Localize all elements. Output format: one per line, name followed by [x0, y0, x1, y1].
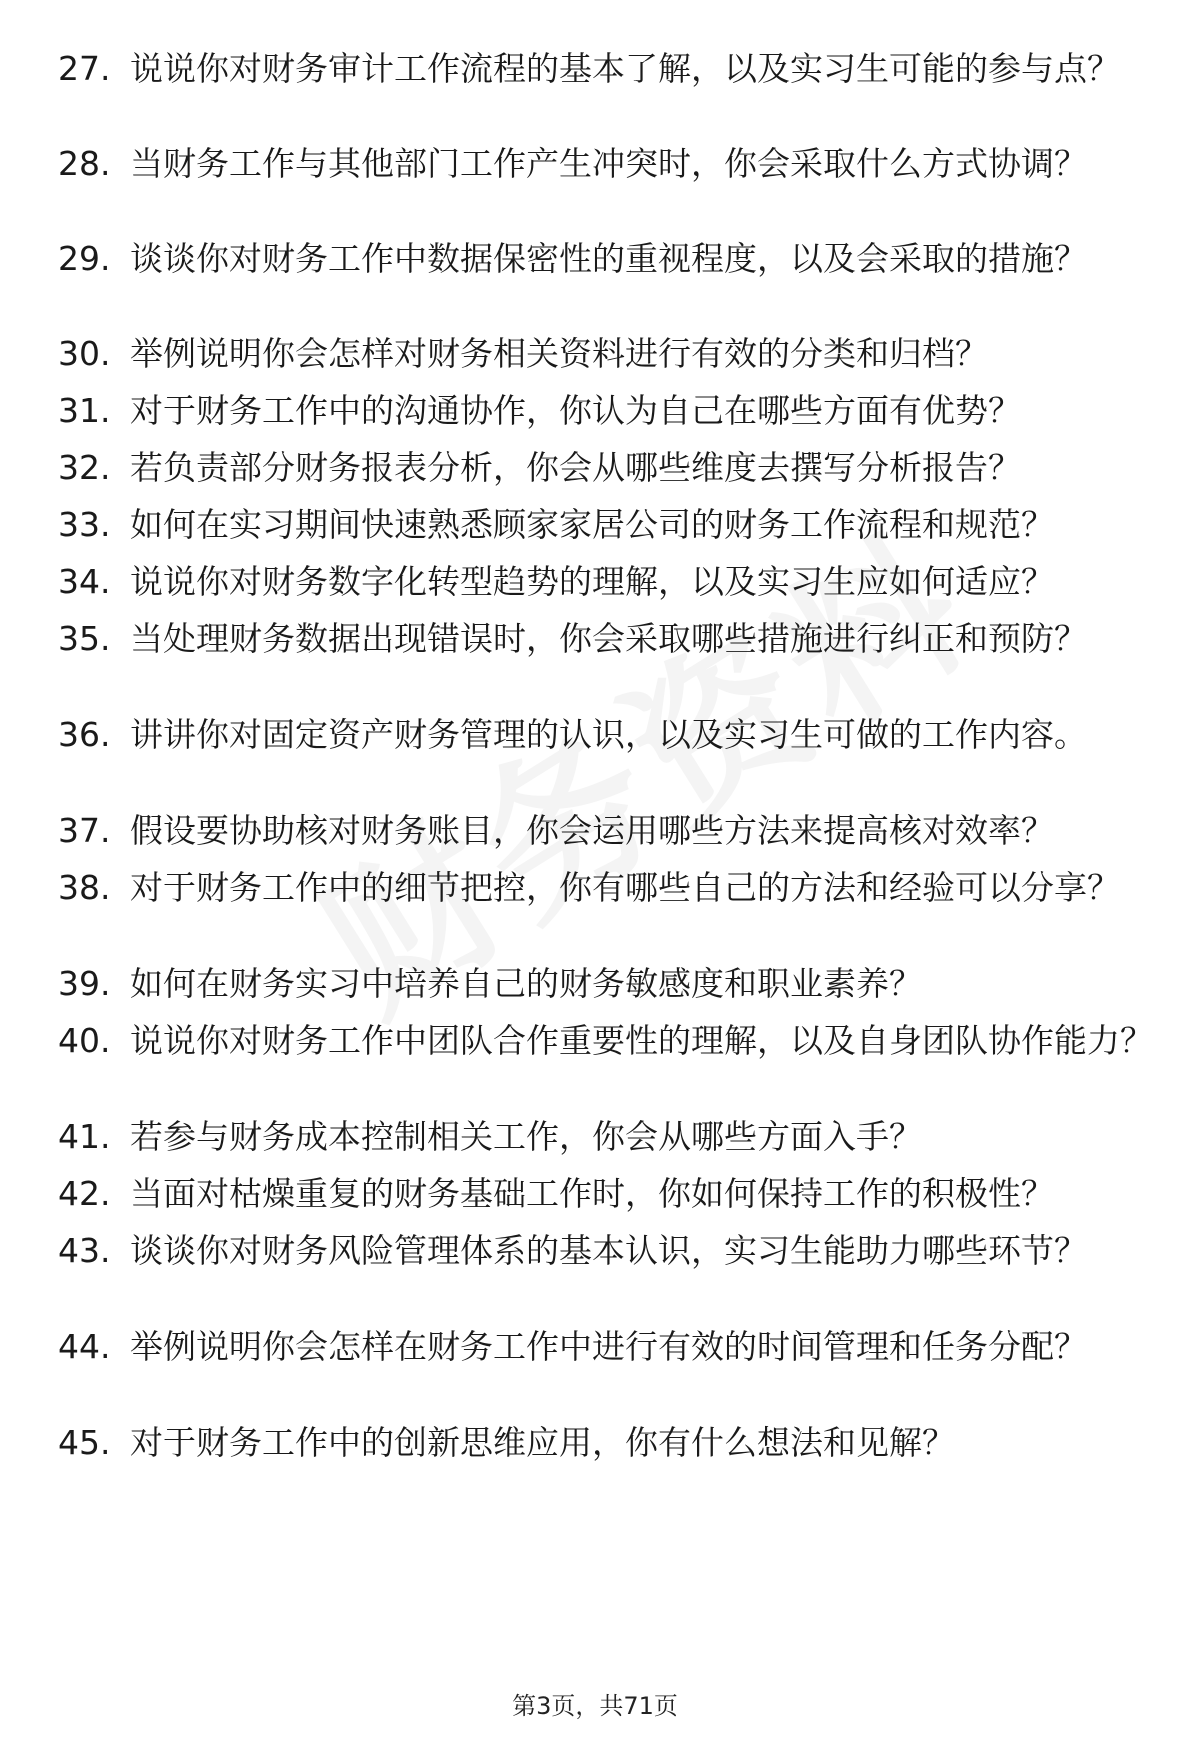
question-text: 谈谈你对财务风险管理体系的基本认识，实习生能助力哪些环节？ — [130, 1231, 1087, 1270]
question-text: 谈谈你对财务工作中数据保密性的重视程度，以及会采取的措施？ — [130, 239, 1087, 278]
question-text: 如何在财务实习中培养自己的财务敏感度和职业素养？ — [130, 964, 922, 1003]
question-number: 31. — [58, 391, 111, 430]
question-number: 45. — [58, 1423, 111, 1462]
question-number: 36. — [58, 715, 111, 754]
question-number: 27. — [58, 49, 111, 88]
question-number: 39. — [58, 964, 111, 1003]
question-number: 30. — [58, 334, 111, 373]
question-text: 当财务工作与其他部门工作产生冲突时，你会采取什么方式协调？ — [130, 144, 1087, 183]
question-text: 说说你对财务工作中团队合作重要性的理解，以及自身团队协作能力？ — [130, 1021, 1153, 1060]
question-number: 29. — [58, 239, 111, 278]
question-text: 对于财务工作中的沟通协作，你认为自己在哪些方面有优势？ — [130, 391, 1021, 430]
question-text: 当面对枯燥重复的财务基础工作时，你如何保持工作的积极性？ — [130, 1174, 1054, 1213]
question-text: 假设要协助核对财务账目，你会运用哪些方法来提高核对效率？ — [130, 811, 1054, 850]
question-number: 37. — [58, 811, 111, 850]
question-text: 若负责部分财务报表分析，你会从哪些维度去撰写分析报告？ — [130, 448, 1021, 487]
question-text: 若参与财务成本控制相关工作，你会从哪些方面入手？ — [130, 1117, 922, 1156]
question-text: 举例说明你会怎样在财务工作中进行有效的时间管理和任务分配？ — [130, 1327, 1087, 1366]
question-text: 当处理财务数据出现错误时，你会采取哪些措施进行纠正和预防？ — [130, 619, 1087, 658]
question-number: 33. — [58, 505, 111, 544]
question-text: 对于财务工作中的细节把控，你有哪些自己的方法和经验可以分享？ — [130, 868, 1120, 907]
question-text: 如何在实习期间快速熟悉顾家家居公司的财务工作流程和规范？ — [130, 505, 1054, 544]
question-number: 40. — [58, 1021, 111, 1060]
question-text: 举例说明你会怎样对财务相关资料进行有效的分类和归档？ — [130, 334, 988, 373]
question-number: 44. — [58, 1327, 111, 1366]
question-text: 对于财务工作中的创新思维应用，你有什么想法和见解？ — [130, 1423, 955, 1462]
question-number: 28. — [58, 144, 111, 183]
question-text: 讲讲你对固定资产财务管理的认识，以及实习生可做的工作内容。 — [130, 715, 1087, 754]
question-number: 38. — [58, 868, 111, 907]
question-number: 41. — [58, 1117, 111, 1156]
question-number: 35. — [58, 619, 111, 658]
page-footer: 第3页，共71页 — [512, 1692, 678, 1720]
question-text: 说说你对财务审计工作流程的基本了解，以及实习生可能的参与点？ — [130, 49, 1120, 88]
question-number: 34. — [58, 562, 111, 601]
question-number: 42. — [58, 1174, 111, 1213]
question-text: 说说你对财务数字化转型趋势的理解，以及实习生应如何适应？ — [130, 562, 1054, 601]
question-number: 32. — [58, 448, 111, 487]
question-number: 43. — [58, 1231, 111, 1270]
